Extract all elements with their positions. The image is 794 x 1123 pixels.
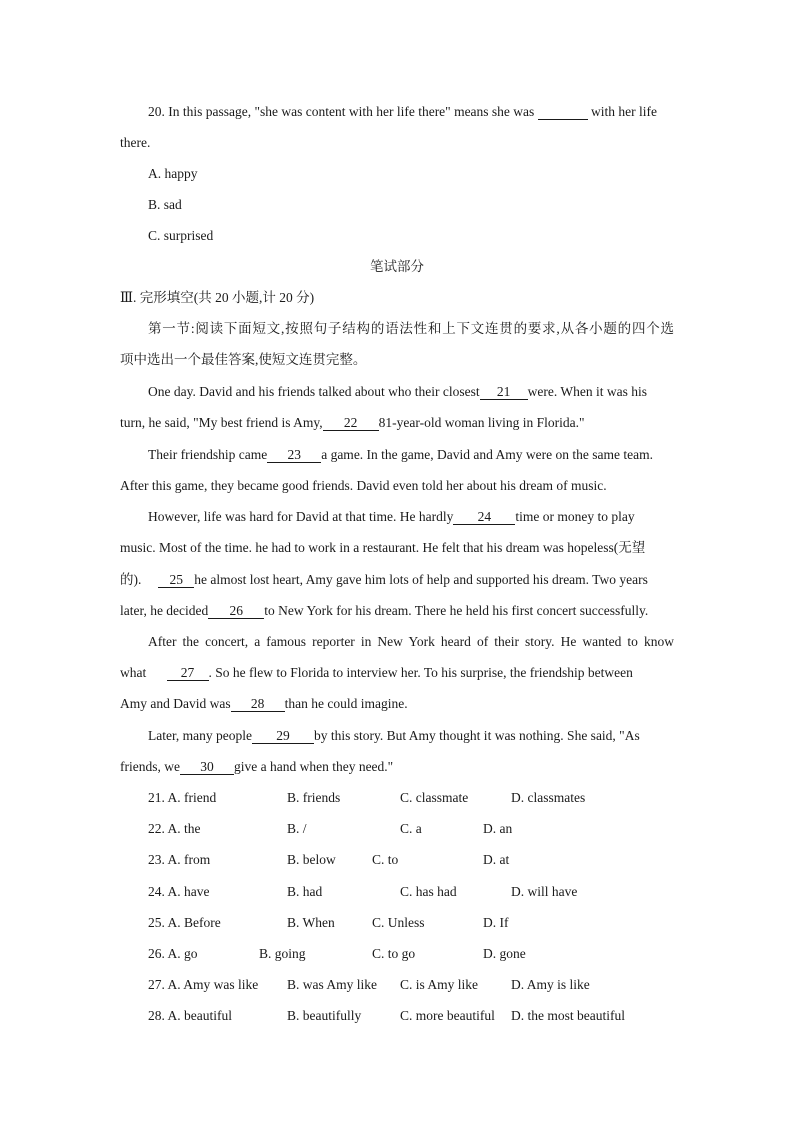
option-c: C. classmate — [400, 790, 469, 805]
option-c: C. Unless — [372, 915, 425, 930]
passage-p1-line2 — [120, 414, 584, 432]
blank-24: 24 — [453, 509, 515, 525]
option-a: 22. A. the — [148, 821, 201, 836]
option-b: B. friends — [287, 790, 341, 805]
option-d: D. If — [483, 915, 509, 930]
option-c: C. to — [372, 852, 399, 867]
passage-text: than he could imagine. — [284, 696, 408, 711]
option-b: B. was Amy like — [287, 977, 377, 992]
option-a: 21. A. friend — [148, 790, 217, 805]
option-a: 27. A. Amy was like — [148, 977, 259, 992]
option-b: B. going — [259, 946, 306, 961]
option-d: D. classmates — [511, 790, 586, 805]
option-d: D. Amy is like — [511, 977, 590, 992]
passage-text: a game. In the game, David and Amy were on the same team. — [321, 447, 653, 462]
part3-instructions-line1: 第一节:阅读下面短文,按照句子结构的语法性和上下文连贯的要求,从各小题的四个选 — [148, 321, 674, 336]
option-a: 24. A. have — [148, 884, 210, 899]
option-c: C. is Amy like — [400, 977, 479, 992]
passage-p3-line1 — [148, 508, 635, 526]
passage-p3-line3 — [120, 571, 648, 589]
q20-option-b: B. sad — [148, 197, 182, 212]
option-a: 26. A. go — [148, 946, 198, 961]
q20-option-a: A. happy — [148, 166, 198, 181]
passage-text: time or money to play — [515, 509, 635, 524]
blank-22: 22 — [323, 415, 379, 431]
passage-p4-line1: After the concert, a famous reporter in New York heard of their story. He wanted to know — [148, 634, 674, 649]
blank-28: 28 — [231, 696, 285, 712]
q20-stem — [148, 103, 657, 121]
passage-p5-line1 — [148, 727, 640, 745]
option-b: B. below — [287, 852, 336, 867]
option-c: C. a — [400, 821, 422, 836]
option-a: 28. A. beautiful — [148, 1008, 232, 1023]
blank-27: 27 — [167, 665, 209, 681]
passage-text: 的). — [120, 572, 142, 587]
passage-text: turn, he said, "My best friend is Amy, — [120, 415, 323, 430]
option-c: C. to go — [372, 946, 416, 961]
passage-p4-line2 — [120, 664, 633, 682]
q20-blank — [538, 104, 588, 120]
option-d: D. the most beautiful — [511, 1008, 625, 1023]
part3-heading: Ⅲ. 完形填空(共 20 小题,计 20 分) — [120, 290, 315, 305]
passage-text: friends, we — [120, 759, 180, 774]
passage-p3-line2: music. Most of the time. he had to work in a restaurant. He felt that his dream was hopeless(无望 — [120, 540, 646, 555]
option-a: 25. A. Before — [148, 915, 221, 930]
passage-text: Amy and David was — [120, 696, 231, 711]
blank-26: 26 — [208, 603, 264, 619]
passage-text: he almost lost heart, Amy gave him lots of help and supported his dream. Two years — [194, 572, 648, 587]
passage-text: to New York for his dream. There he held his first concert successfully. — [264, 603, 649, 618]
passage-text: . So he flew to Florida to interview her. To his surprise, the friendship between — [208, 665, 633, 680]
option-c: C. has had — [400, 884, 457, 899]
q20-stem-text: 20. In this passage, "she was content with her life there" means she was — [148, 104, 535, 119]
option-d: D. will have — [511, 884, 578, 899]
passage-p3-line4 — [120, 602, 648, 620]
passage-text: 81-year-old woman living in Florida." — [378, 415, 585, 430]
passage-p5-line2 — [120, 758, 393, 776]
passage-text: One day. David and his friends talked about who their closest — [148, 384, 480, 399]
option-b: B. When — [287, 915, 335, 930]
option-a: 23. A. from — [148, 852, 211, 867]
passage-text: give a hand when they need." — [233, 759, 394, 774]
q20-stem-tail: with her life — [591, 104, 658, 119]
passage-text: However, life was hard for David at that time. He hardly — [148, 509, 454, 524]
option-d: D. an — [483, 821, 513, 836]
option-d: D. gone — [483, 946, 526, 961]
option-c: C. more beautiful — [400, 1008, 495, 1023]
option-b: B. had — [287, 884, 323, 899]
q20-stem-cont: there. — [120, 135, 151, 150]
option-d: D. at — [483, 852, 510, 867]
blank-21: 21 — [480, 384, 528, 400]
blank-29: 29 — [252, 728, 314, 744]
blank-23: 23 — [267, 447, 321, 463]
blank-25: 25 — [158, 572, 194, 588]
option-b: B. / — [287, 821, 307, 836]
blank-30: 30 — [180, 759, 234, 775]
q20-option-c: C. surprised — [148, 228, 214, 243]
passage-p1-line1 — [148, 383, 674, 401]
passage-p4-line3 — [120, 695, 408, 713]
passage-p2-line2: After this game, they became good friends. David even told her about his dream of music. — [120, 478, 607, 493]
passage-text: what — [120, 665, 147, 680]
option-b: B. beautifully — [287, 1008, 362, 1023]
passage-text: Their friendship came — [148, 447, 268, 462]
passage-text: later, he decided — [120, 603, 209, 618]
section-title: 笔试部分 — [370, 259, 424, 274]
part3-instructions-line2: 项中选出一个最佳答案,使短文连贯完整。 — [120, 352, 367, 367]
passage-text: by this story. But Amy thought it was nothing. She said, "As — [314, 728, 640, 743]
passage-p2-line1 — [148, 446, 653, 464]
passage-text: were. When it was his — [527, 384, 648, 399]
passage-text: Later, many people — [148, 728, 253, 743]
